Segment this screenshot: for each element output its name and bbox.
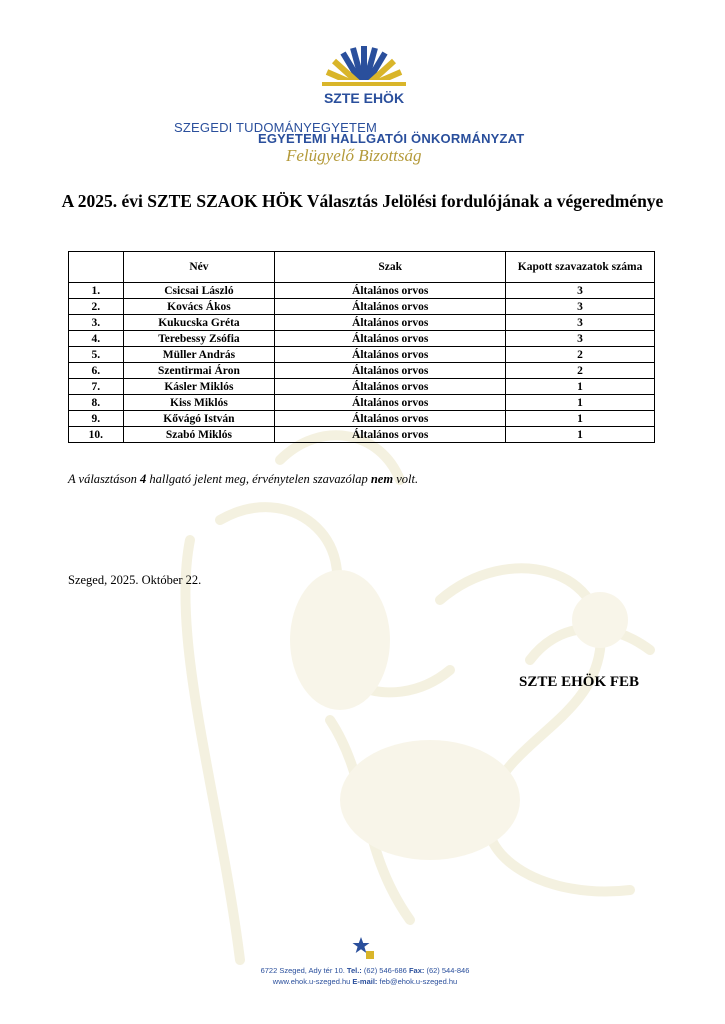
row-index: 2. — [69, 299, 124, 315]
row-index: 8. — [69, 395, 124, 411]
table-row — [69, 331, 655, 347]
table-row — [69, 411, 655, 427]
vote-count: 2 — [506, 347, 655, 363]
signature: SZTE EHÖK FEB — [519, 674, 640, 690]
vote-count: 1 — [506, 427, 655, 443]
header-votes: Kapott szavazatok száma — [506, 252, 655, 283]
row-index: 1. — [69, 283, 124, 299]
program-name: Általános orvos — [275, 299, 506, 315]
table-row — [69, 299, 655, 315]
table-row — [69, 315, 655, 331]
vote-count: 3 — [506, 299, 655, 315]
page-title: A 2025. évi SZTE SZAOK HÖK Választás Jelölési fordulójának a végeredménye — [61, 191, 664, 211]
candidate-name: Müller András — [123, 347, 275, 363]
candidate-name: Kővágó István — [123, 411, 275, 427]
program-name: Általános orvos — [275, 331, 506, 347]
row-index: 9. — [69, 411, 124, 427]
vote-count: 2 — [506, 363, 655, 379]
program-name: Általános orvos — [275, 427, 506, 443]
candidate-name: Szentirmai Áron — [123, 363, 275, 379]
program-name: Általános orvos — [275, 411, 506, 427]
candidate-name: Kásler Miklós — [123, 379, 275, 395]
header-index — [69, 252, 124, 283]
griffin-watermark-icon — [130, 420, 725, 980]
table-row — [69, 395, 655, 411]
table-row — [69, 283, 655, 299]
table-row — [69, 427, 655, 443]
row-index: 5. — [69, 347, 124, 363]
logo-text: SZTE EHÖK — [323, 90, 405, 106]
university-name: SZEGEDI TUDOMÁNYEGYETEM — [174, 120, 377, 135]
candidate-name: Csicsai László — [123, 283, 275, 299]
candidate-name: Terebessy Zsófia — [123, 331, 275, 347]
program-name: Általános orvos — [275, 347, 506, 363]
table-row — [69, 347, 655, 363]
table-row — [69, 379, 655, 395]
vote-count: 3 — [506, 283, 655, 299]
committee-name: Felügyelő Bizottság — [286, 146, 422, 165]
results-table — [68, 251, 655, 443]
place-date: Szeged, 2025. Október 22. — [68, 573, 202, 587]
row-index: 4. — [69, 331, 124, 347]
vote-count: 3 — [506, 331, 655, 347]
program-name: Általános orvos — [275, 395, 506, 411]
candidate-name: Kovács Ákos — [123, 299, 275, 315]
vote-count: 3 — [506, 315, 655, 331]
turnout-note: A választáson 4 hallgató jelent meg, érvénytelen szavazólap nem volt. — [68, 472, 419, 486]
row-index: 6. — [69, 363, 124, 379]
program-name: Általános orvos — [275, 283, 506, 299]
vote-count: 1 — [506, 411, 655, 427]
program-name: Általános orvos — [275, 363, 506, 379]
vote-count: 1 — [506, 395, 655, 411]
candidate-name: Kukucska Gréta — [123, 315, 275, 331]
footer-email[interactable]: feb@ehok.u-szeged.hu — [379, 977, 458, 986]
footer-contact: www.ehok.u-szeged.hu E-mail: feb@ehok.u-szeged.hu — [272, 977, 458, 986]
student-union-name: EGYETEMI HALLGATÓI ÖNKORMÁNYZAT — [258, 131, 525, 146]
table-header-row — [69, 252, 655, 283]
table-row — [69, 363, 655, 379]
star-logo-icon — [352, 936, 376, 960]
row-index: 7. — [69, 379, 124, 395]
footer-address: 6722 Szeged, Ady tér 10. Tel.: (62) 546-686 Fax: (62) 544-846 — [260, 966, 470, 975]
program-name: Általános orvos — [275, 315, 506, 331]
candidate-name: Szabó Miklós — [123, 427, 275, 443]
row-index: 10. — [69, 427, 124, 443]
program-name: Általános orvos — [275, 379, 506, 395]
vote-count: 1 — [506, 379, 655, 395]
header-name: Név — [123, 252, 275, 283]
row-index: 3. — [69, 315, 124, 331]
header-program: Szak — [275, 252, 506, 283]
candidate-name: Kiss Miklós — [123, 395, 275, 411]
footer-website[interactable]: www.ehok.u-szeged.hu — [272, 977, 351, 986]
